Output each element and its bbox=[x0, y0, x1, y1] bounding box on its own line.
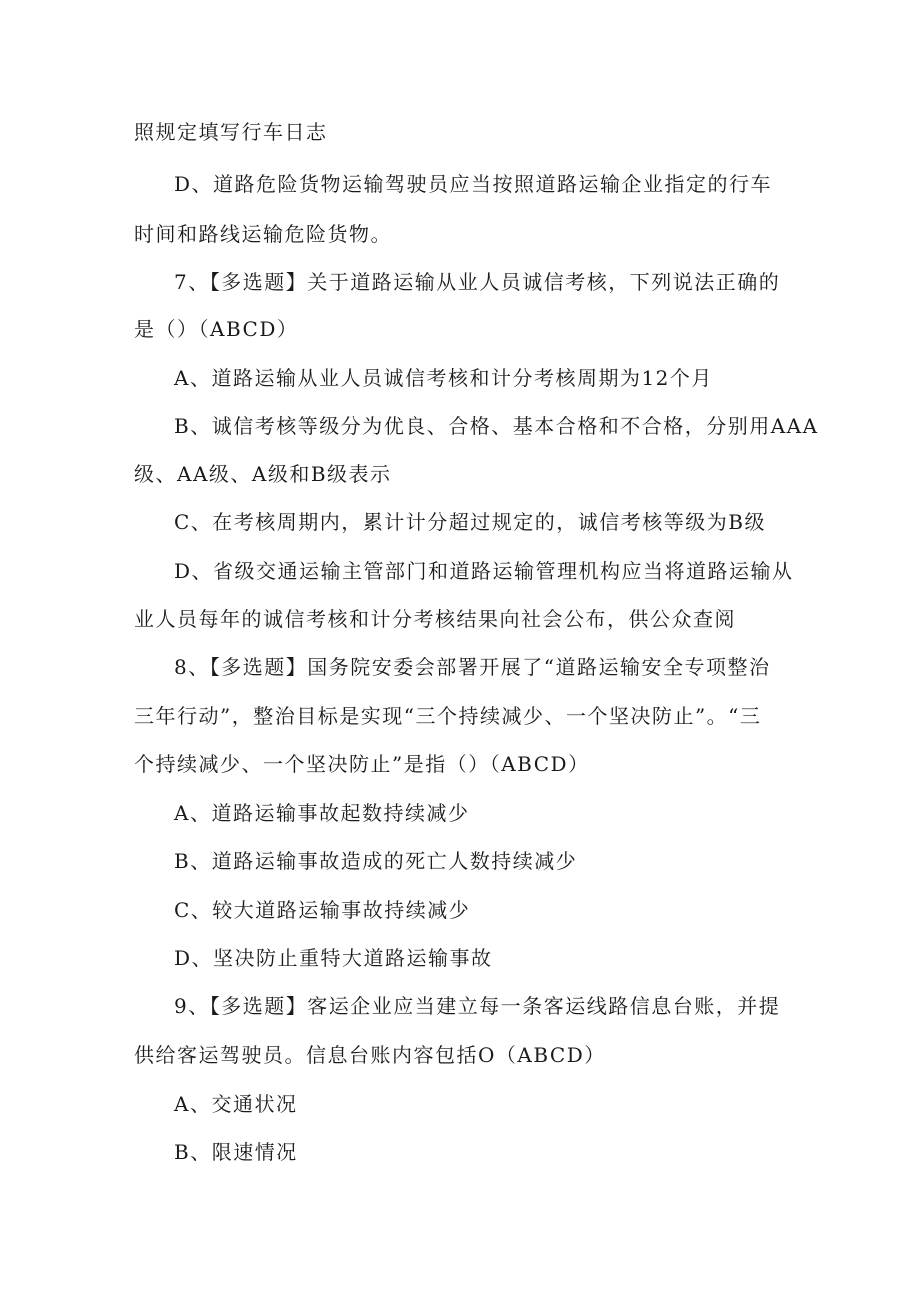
option-line: B、诚信考核等级分为优良、合格、基本合格和不合格，分别用AAA bbox=[174, 414, 819, 438]
question-7-line: 7、【多选题】关于道路运输从业人员诚信考核，下列说法正确的 bbox=[174, 270, 781, 294]
option-line: A、交通状况 bbox=[174, 1092, 298, 1116]
question-8-line: 8、【多选题】国务院安委会部署开展了“道路运输安全专项整治 bbox=[174, 655, 771, 679]
question-9-line: 9、【多选题】客运企业应当建立每一条客运线路信息台账，并提 bbox=[174, 994, 781, 1018]
text-line: D、道路危险货物运输驾驶员应当按照道路运输企业指定的行车 bbox=[174, 172, 773, 196]
text-line: 照规定填写行车日志 bbox=[134, 120, 328, 144]
option-line: D、坚决防止重特大道路运输事故 bbox=[174, 946, 493, 970]
text-line: 级、AA级、A级和B级表示 bbox=[134, 462, 392, 486]
text-line: 供给客运驾驶员。信息台账内容包括O（ABCD） bbox=[134, 1043, 606, 1067]
option-line: C、在考核周期内，累计计分超过规定的，诚信考核等级为B级 bbox=[174, 510, 766, 534]
option-line: A、道路运输从业人员诚信考核和计分考核周期为12个月 bbox=[174, 366, 713, 390]
text-line: 是（）（ABCD） bbox=[134, 317, 299, 341]
text-line: 个持续减少、一个坚决防止”是指（）（ABCD） bbox=[134, 752, 590, 776]
text-line: 业人员每年的诚信考核和计分考核结果向社会公布，供公众查阅 bbox=[134, 607, 736, 631]
option-line: D、省级交通运输主管部门和道路运输管理机构应当将道路运输从 bbox=[174, 559, 794, 583]
text-line: 时间和路线运输危险货物。 bbox=[134, 222, 392, 246]
option-line: C、较大道路运输事故持续减少 bbox=[174, 898, 471, 922]
text-line: 三年行动”，整治目标是实现“三个持续减少、一个坚决防止”。“三 bbox=[134, 704, 762, 728]
option-line: A、道路运输事故起数持续减少 bbox=[174, 801, 470, 825]
option-line: B、道路运输事故造成的死亡人数持续减少 bbox=[174, 849, 578, 873]
option-line: B、限速情况 bbox=[174, 1140, 298, 1164]
